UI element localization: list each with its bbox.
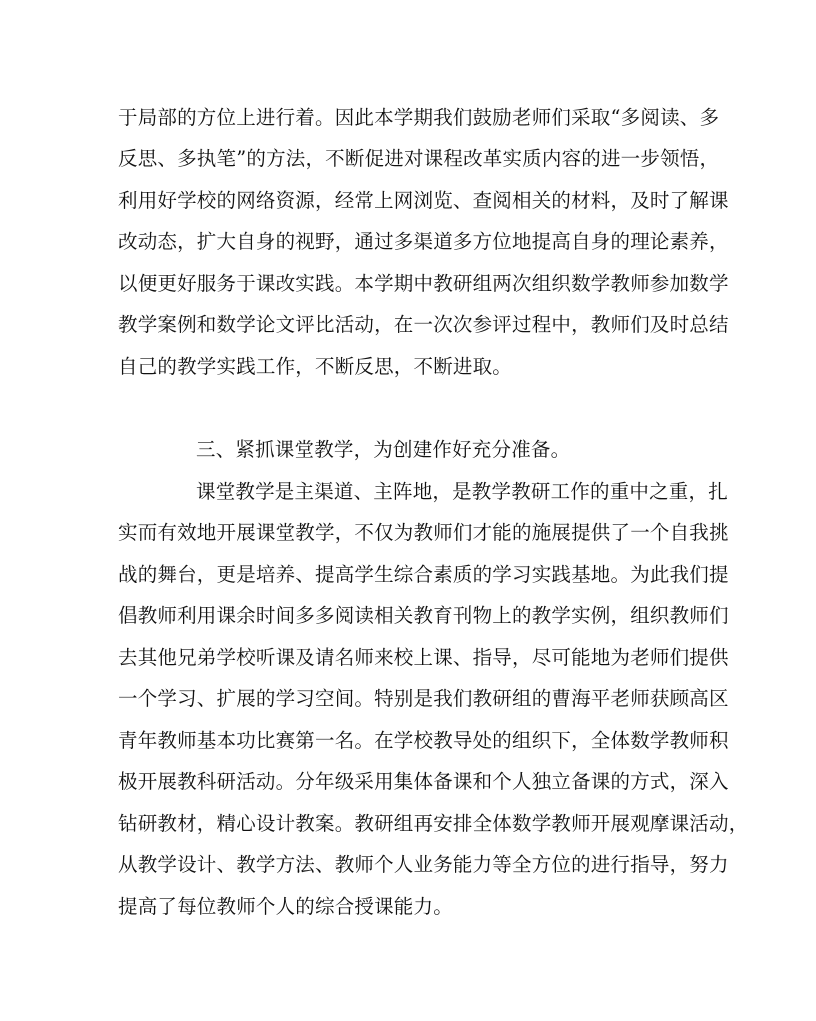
paragraph-1-line-3: 利用好学校的网络资源，经常上网浏览、查阅相关的材料，及时了解课	[118, 189, 729, 212]
paragraph-2-line-1: 课堂教学是主渠道、主阵地，是教学教研工作的重中之重，扎	[196, 480, 728, 503]
paragraph-2-line-11: 提高了每位教师个人的综合授课能力。	[118, 895, 453, 918]
paragraph-2-line-4: 倡教师利用课余时间多多阅读相关教育刊物上的教学实例，组织教师们	[118, 604, 729, 627]
paragraph-2-line-5: 去其他兄弟学校听课及请名师来校上课、指导，尽可能地为老师们提供	[118, 646, 729, 669]
paragraph-1-line-1: 于局部的方位上进行着。因此本学期我们鼓励老师们采取“多阅读、多	[118, 106, 720, 129]
paragraph-1-line-6: 教学案例和数学论文评比活动，在一次次参评过程中，教师们及时总结	[118, 313, 729, 336]
paragraph-2-line-8: 极开展教科研活动。分年级采用集体备课和个人独立备课的方式，深入	[118, 770, 729, 793]
paragraph-2-line-9: 钻研教材，精心设计教案。教研组再安排全体数学教师开展观摩课活动，	[118, 812, 749, 835]
paragraph-2-line-7: 青年教师基本功比赛第一名。在学校教导处的组织下，全体数学教师积	[118, 729, 729, 752]
paragraph-2-line-3: 战的舞台，更是培养、提高学生综合素质的学习实践基地。为此我们提	[118, 563, 729, 586]
paragraph-1-line-5: 以便更好服务于课改实践。本学期中教研组两次组织数学教师参加数学	[118, 272, 729, 295]
paragraph-2-line-6: 一个学习、扩展的学习空间。特别是我们教研组的曹海平老师获顾高区	[118, 687, 729, 710]
section-heading: 三、紧抓课堂教学，为创建作好充分准备。	[196, 438, 571, 461]
paragraph-1-line-4: 改动态，扩大自身的视野，通过多渠道多方位地提高自身的理论素养，	[118, 230, 729, 253]
paragraph-2-line-10: 从教学设计、教学方法、教师个人业务能力等全方位的进行指导，努力	[118, 853, 729, 876]
paragraph-1-line-7: 自己的教学实践工作，不断反思，不断进取。	[118, 355, 513, 378]
paragraph-2-line-2: 实而有效地开展课堂教学，不仅为教师们才能的施展提供了一个自我挑	[118, 521, 729, 544]
paragraph-1-line-2: 反思、多执笔”的方法，不断促进对课程改革实质内容的进一步领悟，	[118, 147, 720, 170]
